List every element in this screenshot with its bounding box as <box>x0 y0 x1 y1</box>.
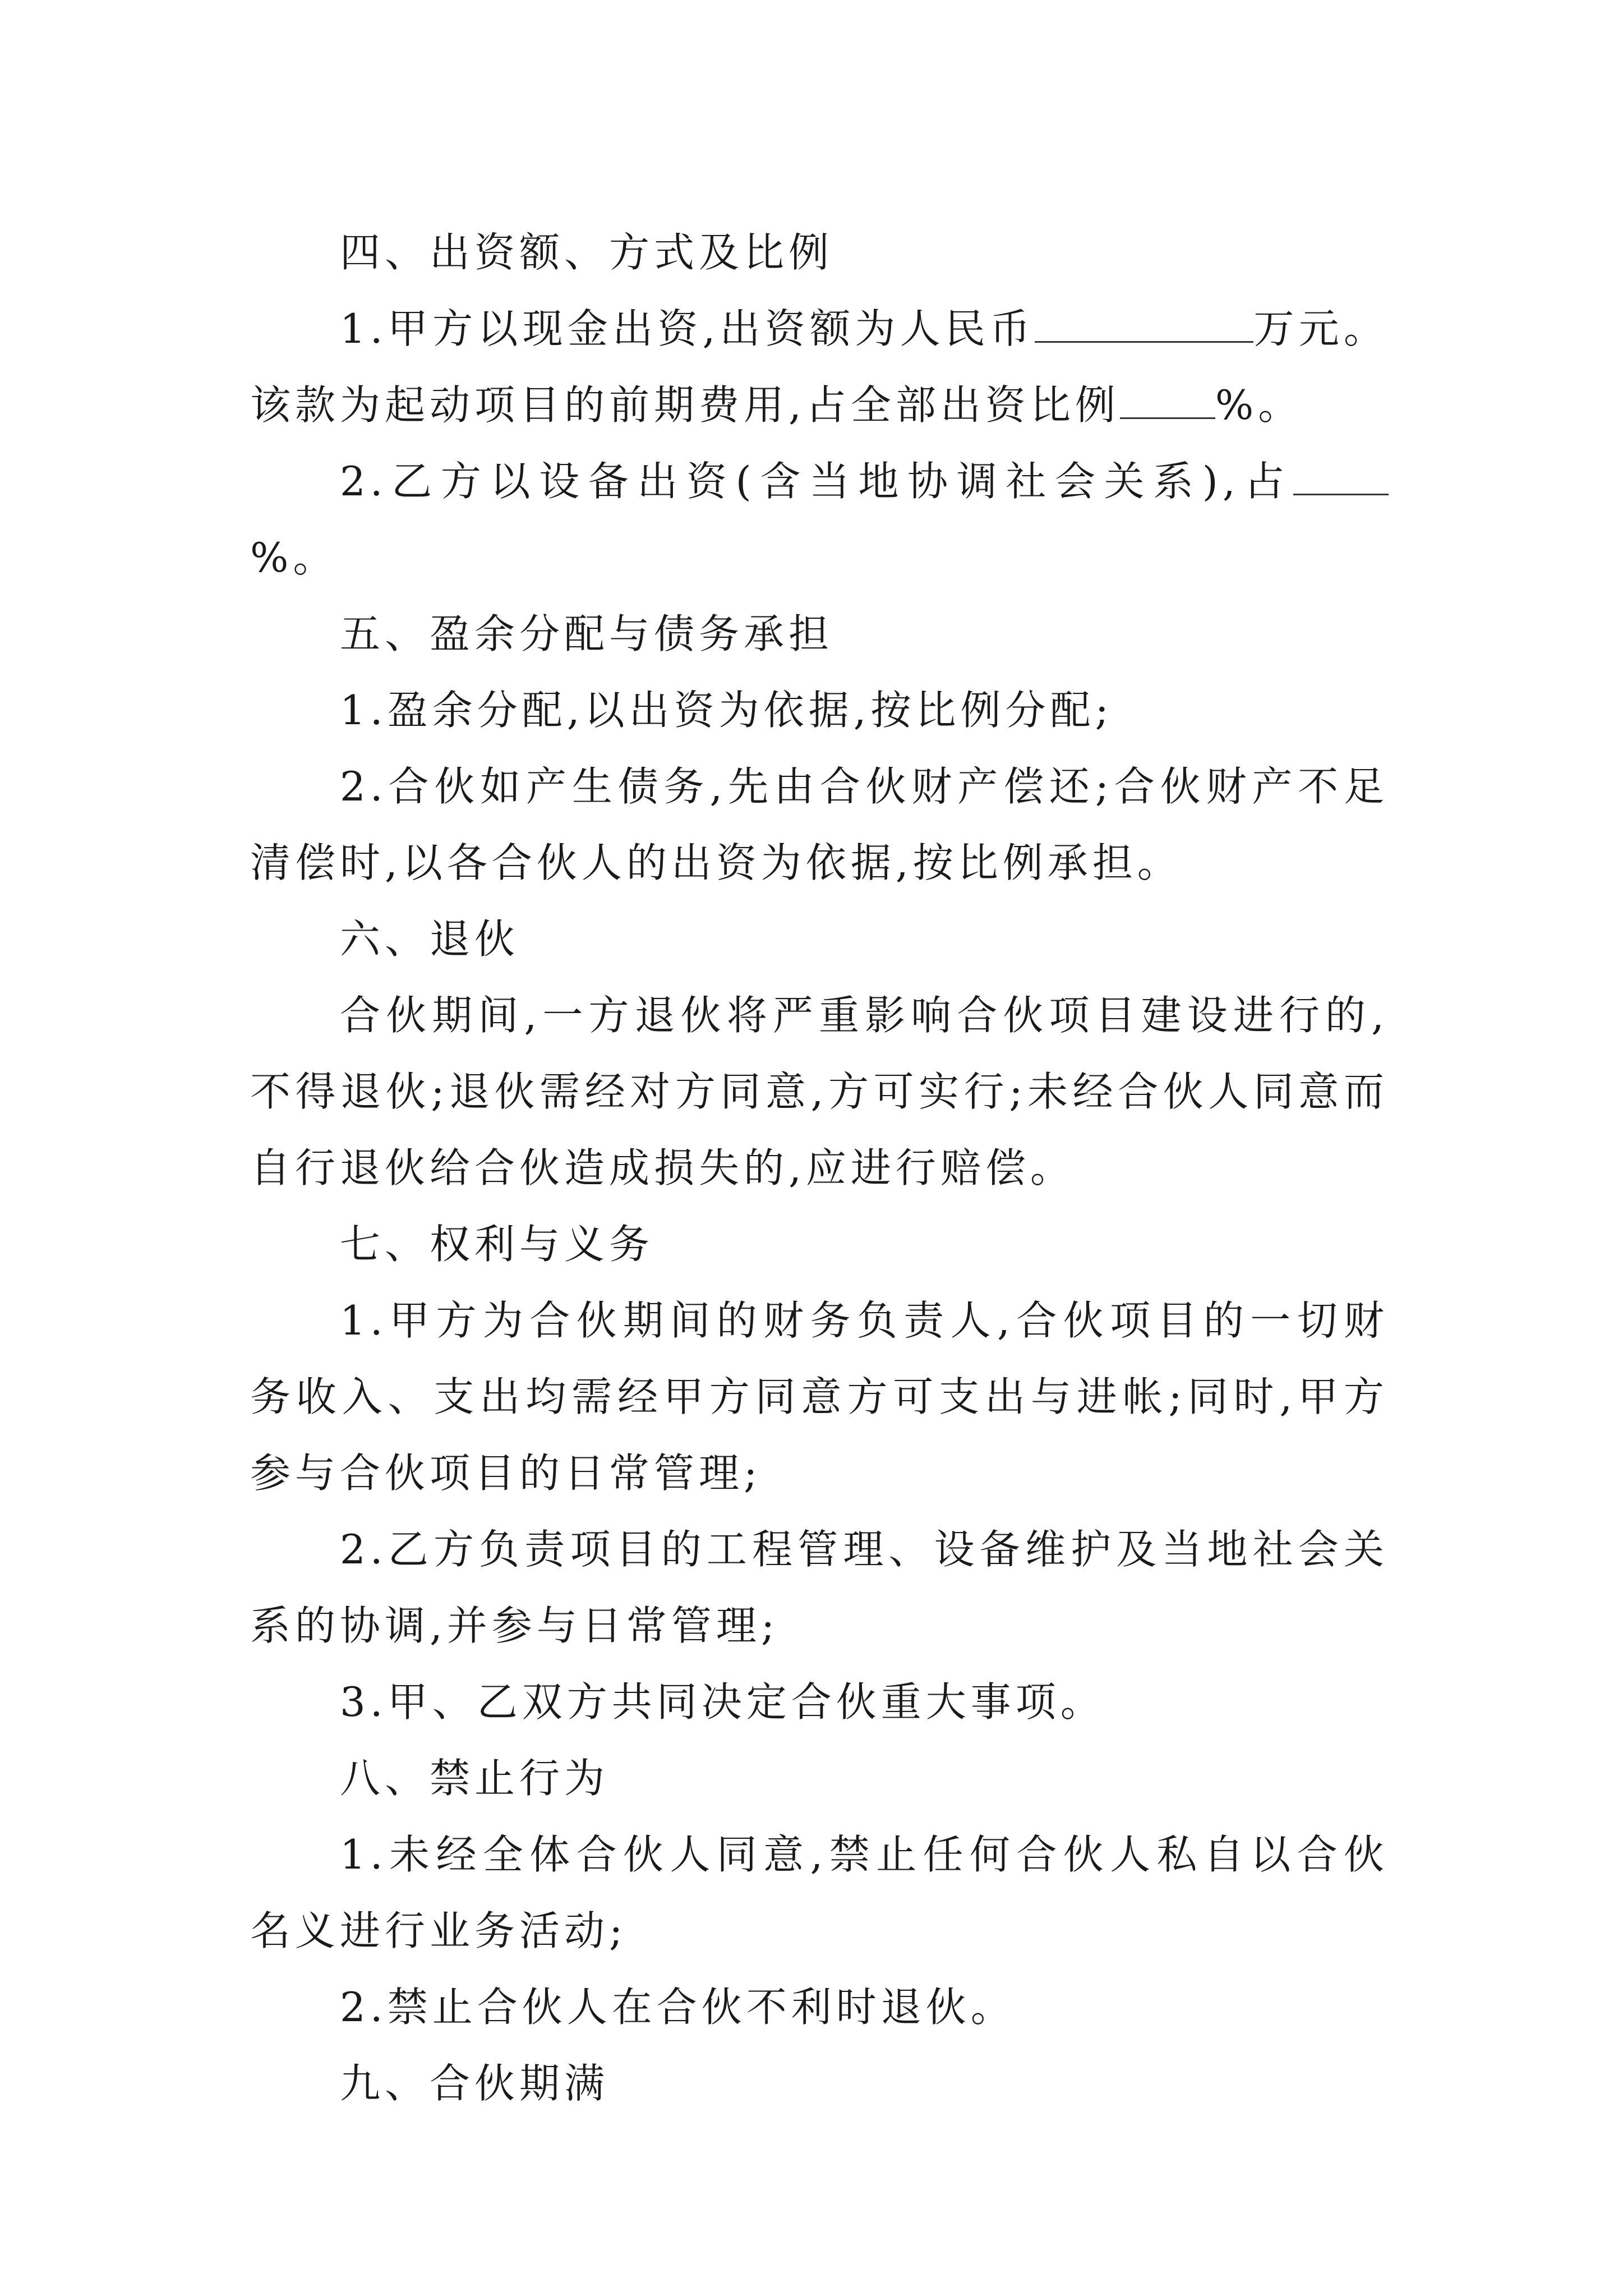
section-heading: 八、禁止行为 <box>340 1755 610 1802</box>
clause-text: 2.乙方以设备出资(含当地协调社会关系),占 <box>340 458 1293 505</box>
clause-paragraph: 1.未经全体合伙人同意,禁止任何合伙人私自以合伙名义进行业务活动; <box>250 1831 1389 1954</box>
clause-paragraph: 2.禁止合伙人在合伙不利时退伙。 <box>340 1984 1016 2031</box>
document-body <box>250 214 1389 2122</box>
section-heading: 四、出资额、方式及比例 <box>340 229 834 276</box>
clause-paragraph: 合伙期间,一方退伙将严重影响合伙项目建设进行的,不得退伙;退伙需经对方同意,方可实行;未经合伙人同意而自行退伙给合伙造成损失的,应进行赔偿。 <box>250 992 1389 1191</box>
fill-in-blank <box>1293 457 1389 495</box>
section-heading: 九、合伙期满 <box>340 2060 610 2107</box>
clause-text: %。 <box>250 534 338 581</box>
clause-paragraph <box>250 443 1389 596</box>
clause-paragraph: 2.乙方负责项目的工程管理、设备维护及当地社会关系的协调,并参与日常管理; <box>250 1526 1389 1649</box>
clause-paragraph: 1.盈余分配,以出资为依据,按比例分配; <box>340 687 1113 734</box>
clause-text: 万元。该款为起动项目的前期费用,占全部出资比例 <box>250 305 1389 429</box>
clause-text: 1.甲方以现金出资,出资额为人民币 <box>340 305 1035 352</box>
clause-paragraph: 3.甲、乙双方共同决定合伙重大事项。 <box>340 1678 1105 1726</box>
clause-paragraph: 2.合伙如产生债务,先由合伙财产偿还;合伙财产不足清偿时,以各合伙人的出资为依据,按比例承担。 <box>250 763 1389 886</box>
clause-paragraph <box>250 291 1389 443</box>
clause-paragraph: 1.甲方为合伙期间的财务负责人,合伙项目的一切财务收入、支出均需经甲方同意方可支出与进帐;同时,甲方参与合伙项目的日常管理; <box>250 1297 1389 1497</box>
section-heading: 六、退伙 <box>340 915 520 963</box>
clause-text: %。 <box>1215 381 1303 429</box>
fill-in-blank <box>1120 380 1215 419</box>
section-heading: 七、权利与义务 <box>340 1221 654 1268</box>
section-heading: 五、盈余分配与债务承担 <box>340 610 834 657</box>
fill-in-blank <box>1035 304 1253 343</box>
